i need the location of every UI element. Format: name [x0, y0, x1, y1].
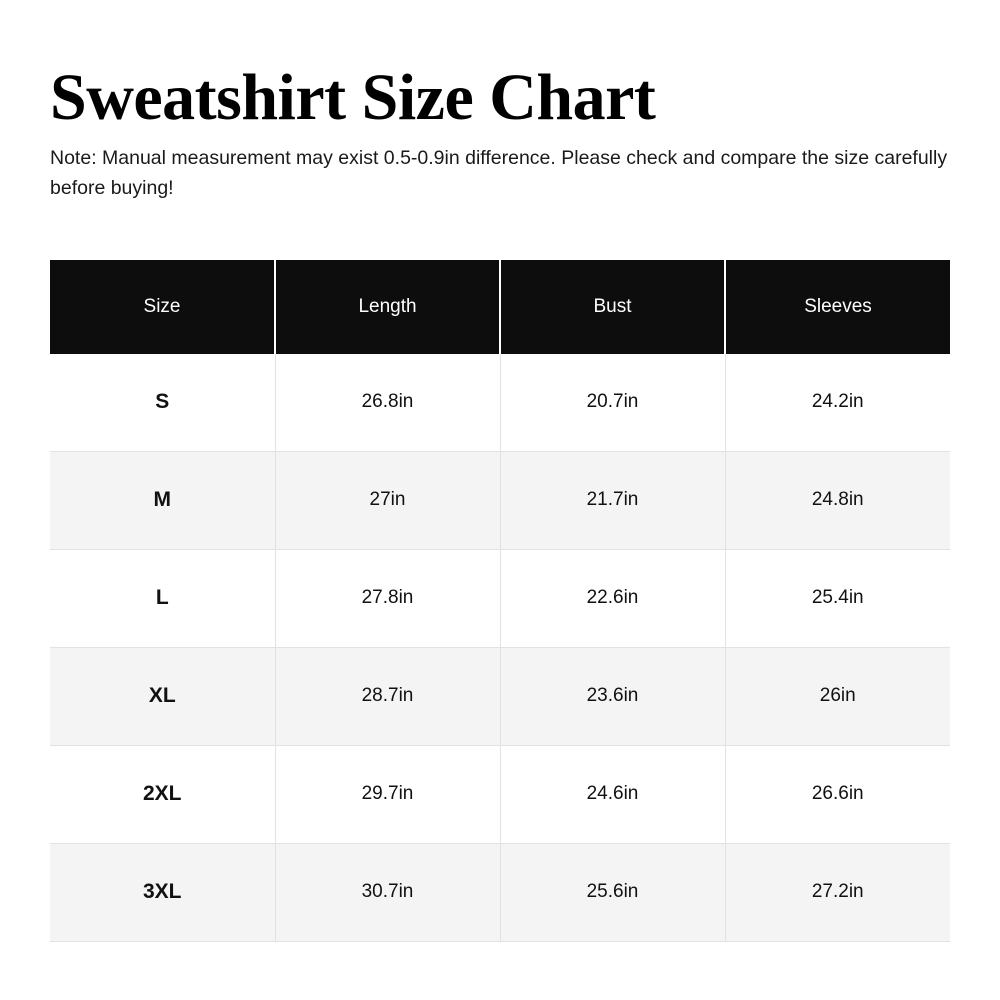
page-title: Sweatshirt Size Chart: [50, 61, 656, 134]
cell-sleeves: 24.2in: [725, 354, 950, 452]
cell-sleeves: 26in: [725, 647, 950, 745]
cell-size: XL: [50, 647, 275, 745]
cell-length: 28.7in: [275, 647, 500, 745]
cell-sleeves: 24.8in: [725, 451, 950, 549]
cell-length: 26.8in: [275, 354, 500, 452]
cell-size: M: [50, 451, 275, 549]
cell-sleeves: 25.4in: [725, 549, 950, 647]
cell-bust: 23.6in: [500, 647, 725, 745]
cell-length: 27in: [275, 451, 500, 549]
table-row: [50, 843, 950, 941]
size-chart-table-wrapper: [50, 260, 950, 942]
cell-bust: 25.6in: [500, 843, 725, 941]
column-header-bust: Bust: [500, 260, 725, 354]
table-header: [50, 260, 950, 354]
cell-size: L: [50, 549, 275, 647]
cell-size: 2XL: [50, 745, 275, 843]
table-row: [50, 354, 950, 452]
table-row: [50, 647, 950, 745]
cell-size: 3XL: [50, 843, 275, 941]
table-row: [50, 451, 950, 549]
table-row: [50, 745, 950, 843]
cell-size: S: [50, 354, 275, 452]
table-body: [50, 354, 950, 942]
column-header-size: Size: [50, 260, 275, 354]
column-header-sleeves: Sleeves: [725, 260, 950, 354]
cell-bust: 21.7in: [500, 451, 725, 549]
cell-bust: 24.6in: [500, 745, 725, 843]
cell-sleeves: 27.2in: [725, 843, 950, 941]
size-chart-table: [50, 260, 950, 942]
cell-length: 29.7in: [275, 745, 500, 843]
cell-bust: 22.6in: [500, 549, 725, 647]
column-header-length: Length: [275, 260, 500, 354]
cell-bust: 20.7in: [500, 354, 725, 452]
table-row: [50, 549, 950, 647]
cell-length: 30.7in: [275, 843, 500, 941]
cell-sleeves: 26.6in: [725, 745, 950, 843]
measurement-note: Note: Manual measurement may exist 0.5-0.9in difference. Please check and compare the size carefully before buying!: [50, 147, 948, 200]
cell-length: 27.8in: [275, 549, 500, 647]
table-header-row: [50, 260, 950, 354]
